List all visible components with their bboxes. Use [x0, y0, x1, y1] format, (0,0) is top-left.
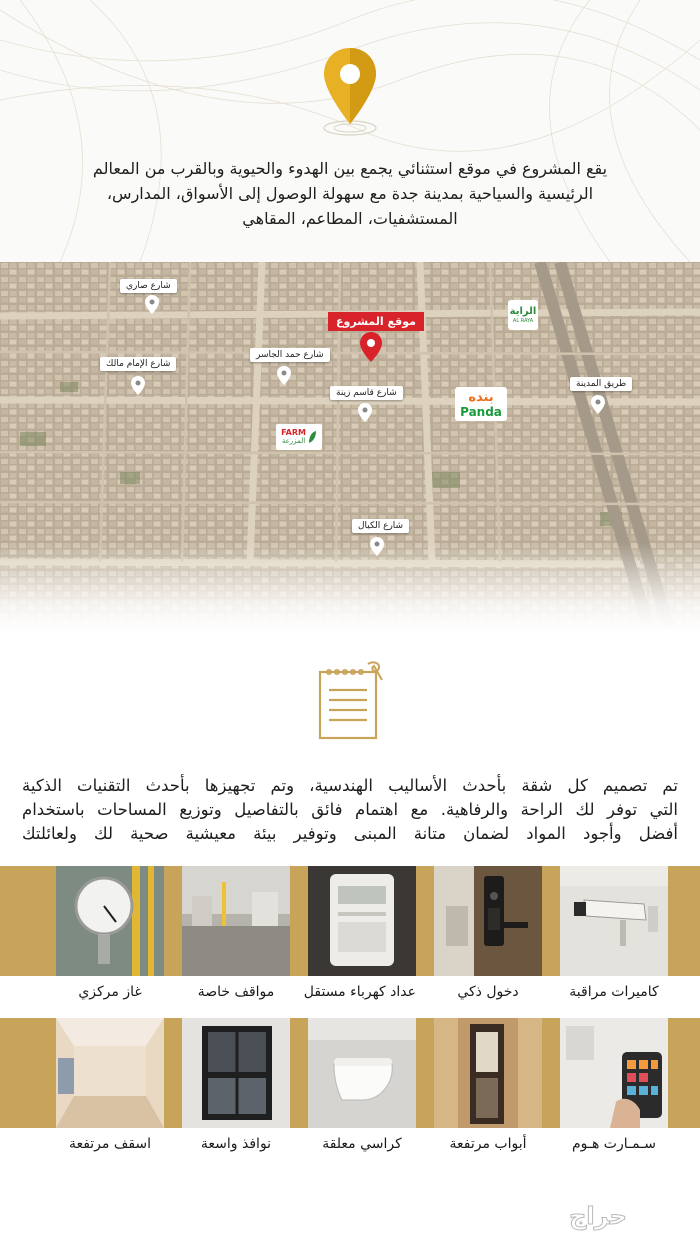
feature-image-gas-gauge	[56, 866, 164, 976]
specs-line: تم تصميم كل شقة بأحدث الأساليب الهندسية، وتم تجهيزها بأحدث التقنيات الذكية	[22, 776, 678, 795]
specs-line: التي توفر لك الراحة والرفاهية. مع اهتمام فائق بالتفاصيل وتوزيع المساحات باستخدام	[22, 800, 678, 819]
security-camera-icon	[560, 866, 668, 976]
specs-text	[22, 774, 678, 846]
feature-label: سـمـارت هـوم	[571, 1136, 657, 1152]
al-raya-logo-english: AL RAYA	[512, 317, 534, 324]
farm-logo	[276, 424, 322, 450]
feature-image-tall-door	[434, 1018, 542, 1128]
feature-label: نوافذ واسعة	[200, 1136, 272, 1152]
feature-label: كاميرات مراقبة	[569, 984, 659, 1000]
gas-gauge-icon	[56, 866, 164, 976]
feature-label: اسقف مرتفعة	[68, 1136, 152, 1152]
street-label-hamad-aljaser: شارع حمد الجاسر	[250, 348, 330, 362]
feature-image-high-ceiling	[56, 1018, 164, 1128]
map-pin-icon[interactable]	[131, 376, 145, 395]
al-raya-logo	[508, 300, 538, 330]
project-pin-icon[interactable]	[360, 332, 382, 362]
intro-line: يقع المشروع في موقع استثنائي يجمع بين الهدوء والحيوية وبالقرب من المعالم	[92, 159, 608, 178]
map-pin-icon[interactable]	[145, 295, 159, 314]
panda-logo-english: Panda	[460, 404, 502, 419]
electric-meter-icon	[308, 866, 416, 976]
checklist-document-icon	[312, 658, 388, 742]
leaf-icon	[308, 430, 317, 444]
al-raya-logo-arabic: الراية	[509, 305, 537, 317]
street-label-imam-malik: شارع الإمام مالك	[100, 357, 176, 371]
map-fade	[0, 542, 700, 632]
parking-icon	[182, 866, 290, 976]
map-pin-icon[interactable]	[358, 403, 372, 422]
wall-toilet-icon	[308, 1018, 416, 1128]
feature-image-electric-meter	[308, 866, 416, 976]
feature-label: مواقف خاصة	[197, 984, 275, 1000]
street-label-qasim-zaina: شارع قاسم زينة	[330, 386, 403, 400]
panda-logo	[455, 387, 507, 421]
feature-image-parking	[182, 866, 290, 976]
project-location-label: موقع المشروع	[328, 312, 424, 331]
watermark-text: حراج	[569, 1202, 627, 1230]
intro-line: المستشفيات، المطاعم، المقاهي	[242, 209, 458, 228]
street-label-alkayyal: شارع الكيال	[352, 519, 409, 533]
smart-lock-icon	[434, 866, 542, 976]
feature-label: غاز مركزي	[78, 984, 142, 1000]
feature-image-smart-lock	[434, 866, 542, 976]
feature-label: كراسي معلقة	[322, 1136, 402, 1152]
map-pin-icon[interactable]	[591, 395, 605, 414]
farm-logo-arabic: المزرعة	[281, 437, 306, 445]
feature-image-security-camera	[560, 866, 668, 976]
feature-label: أبواب مرتفعة	[449, 1136, 527, 1152]
haraj-watermark	[528, 1198, 668, 1234]
feature-label: عداد كهرباء مستقل	[303, 984, 416, 1000]
high-ceiling-icon	[56, 1018, 164, 1128]
wide-window-icon	[182, 1018, 290, 1128]
feature-image-wide-window	[182, 1018, 290, 1128]
location-map	[0, 262, 700, 632]
features-grid	[0, 866, 700, 1166]
street-label-sari: شارع صاري	[120, 279, 177, 293]
smart-home-icon	[560, 1018, 668, 1128]
location-pin-icon	[310, 40, 390, 140]
intro-text	[20, 156, 680, 231]
map-pin-icon[interactable]	[370, 537, 384, 556]
feature-image-wall-toilet	[308, 1018, 416, 1128]
intro-section	[0, 0, 700, 262]
intro-line: الرئيسية والسياحية بمدينة جدة مع سهولة الوصول إلى الأسواق، المدارس،	[106, 184, 594, 203]
feature-label: دخول ذكي	[457, 984, 519, 1000]
specs-line: أفضل وأجود المواد لضمان متانة المبنى وتوفير بيئة معيشية صحية لك ولعائلتك	[22, 824, 678, 843]
map-pin-icon[interactable]	[277, 366, 291, 385]
panda-logo-arabic: بنده	[468, 389, 494, 405]
street-label-madinah-road: طريق المدينة	[570, 377, 632, 391]
feature-image-smart-home	[560, 1018, 668, 1128]
tall-door-icon	[434, 1018, 542, 1128]
farm-logo-english: FARM	[281, 428, 306, 437]
